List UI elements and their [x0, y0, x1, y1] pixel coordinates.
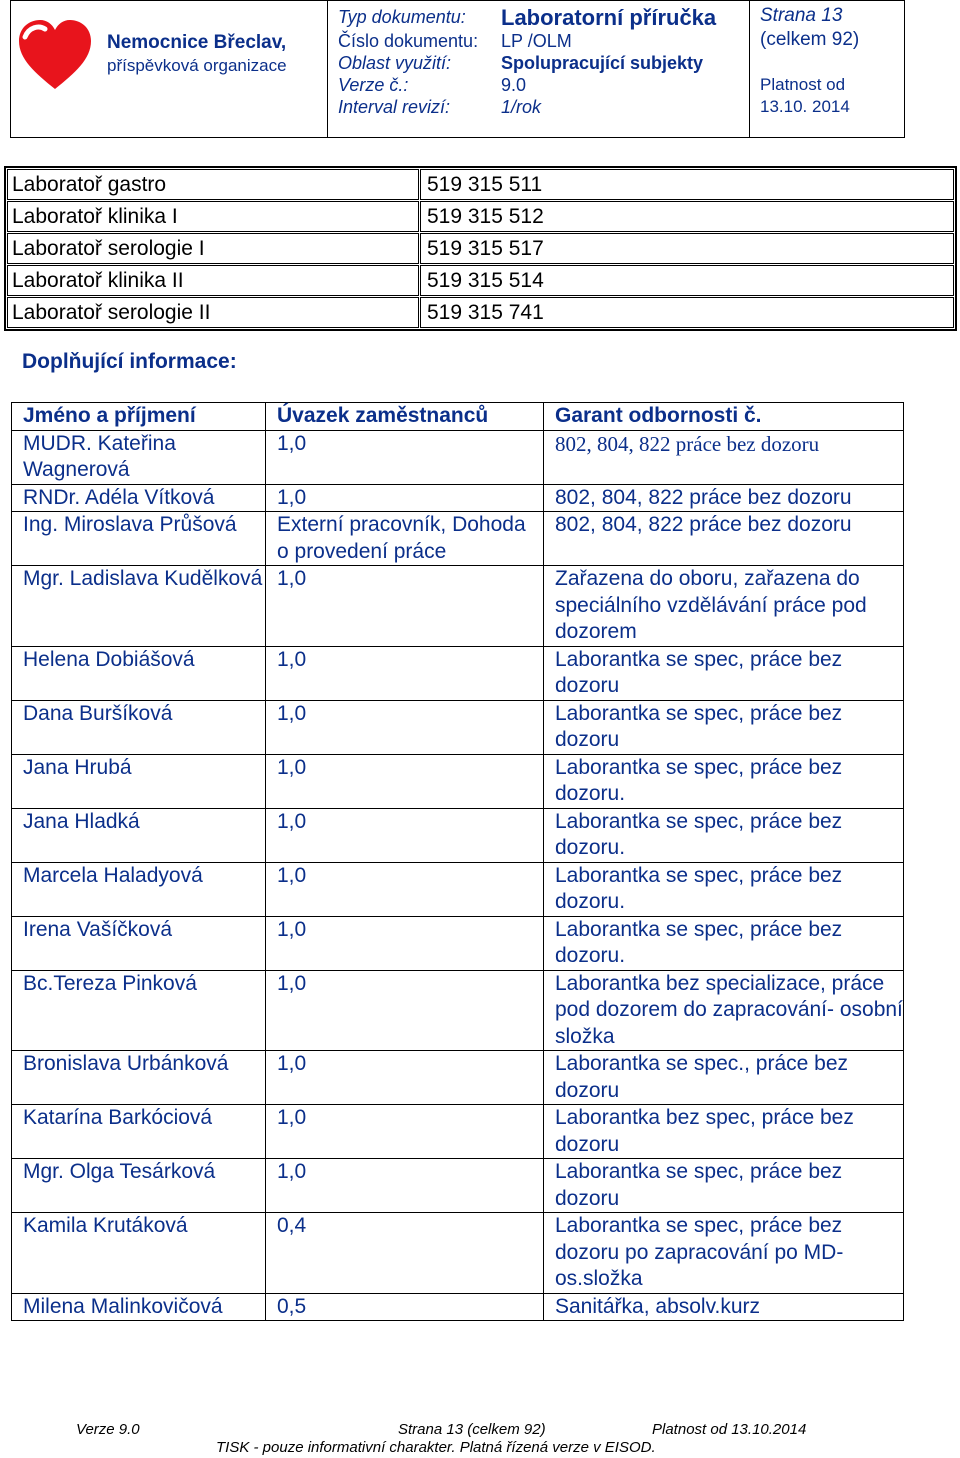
table-row [7, 169, 954, 200]
table-row [7, 233, 954, 264]
staff-load: 0,5 [266, 1293, 544, 1321]
staff-guarantee: Laborantka se spec., práce bez dozoru [544, 1051, 904, 1105]
hospital-heart-logo [15, 15, 95, 95]
staff-name: Katarína Barkóciová [12, 1105, 266, 1159]
lab-name: Laboratoř klinika I [7, 201, 419, 232]
document-header [10, 0, 905, 138]
page-info-cell [750, 1, 906, 137]
page-total: (celkem 92) [760, 29, 860, 50]
staff-load: 1,0 [266, 808, 544, 862]
table-header-row [12, 403, 904, 431]
page-number: Strana 13 [760, 5, 843, 26]
staff-guarantee: Laborantka se spec, práce bez dozoru. [544, 808, 904, 862]
table-row [12, 862, 904, 916]
staff-name: Jana Hrubá [12, 754, 266, 808]
doc-info-cell [328, 1, 750, 137]
staff-load: 1,0 [266, 754, 544, 808]
lab-name: Laboratoř serologie II [7, 297, 419, 328]
staff-guarantee: Laborantka se spec, práce bez dozoru [544, 646, 904, 700]
lab-phone: 519 315 517 [420, 233, 954, 264]
lab-phone: 519 315 511 [420, 169, 954, 200]
table-row [7, 201, 954, 232]
org-cell [11, 1, 328, 137]
table-row [12, 1105, 904, 1159]
staff-name: Mgr. Ladislava Kudělková [12, 566, 266, 647]
staff-load: 1,0 [266, 916, 544, 970]
staff-guarantee: Laborantka se spec, práce bez dozoru [544, 1159, 904, 1213]
table-row [7, 265, 954, 296]
version-value: 9.0 [501, 75, 527, 95]
review-interval-value: 1/rok [501, 97, 542, 117]
lab-name: Laboratoř klinika II [7, 265, 419, 296]
staff-name: Kamila Krutáková [12, 1213, 266, 1294]
lab-phones-table [4, 166, 957, 331]
staff-guarantee: Laborantka se spec, práce bez dozoru po zapracování po MD-os.složka [544, 1213, 904, 1294]
table-row [12, 646, 904, 700]
column-header-name: Jméno a příjmení [12, 403, 266, 431]
staff-guarantee: 802, 804, 822 práce bez dozoru [544, 484, 904, 512]
lab-name: Laboratoř serologie I [7, 233, 419, 264]
footer-version: Verze 9.0 [76, 1421, 140, 1438]
staff-load: 1,0 [266, 646, 544, 700]
staff-load: 1,0 [266, 970, 544, 1051]
column-header-guarantee: Garant odbornosti č. [544, 403, 904, 431]
table-row [12, 808, 904, 862]
staff-name: MUDR. Kateřina Wagnerová [12, 430, 266, 484]
table-row [12, 970, 904, 1051]
footer-valid: Platnost od 13.10.2014 [652, 1421, 807, 1438]
table-row [12, 754, 904, 808]
table-row [12, 512, 904, 566]
staff-name: Jana Hladká [12, 808, 266, 862]
table-row [12, 430, 904, 484]
staff-guarantee: 802, 804, 822 práce bez dozoru [544, 512, 904, 566]
doc-number-label: Číslo dokumentu: [338, 31, 479, 51]
staff-load: 1,0 [266, 1105, 544, 1159]
valid-from-label: Platnost od [760, 75, 846, 94]
staff-table [11, 402, 904, 1321]
doc-type-label: Typ dokumentu: [338, 7, 466, 27]
column-header-load: Úvazek zaměstnanců [266, 403, 544, 431]
staff-name: Bc.Tereza Pinková [12, 970, 266, 1051]
staff-load: 1,0 [266, 1159, 544, 1213]
org-name: Nemocnice Břeclav, [107, 32, 287, 53]
usage-area-value: Spolupracující subjekty [501, 53, 704, 73]
staff-guarantee: 802, 804, 822 práce bez dozoru [544, 430, 904, 484]
lab-name: Laboratoř gastro [7, 169, 419, 200]
staff-guarantee: Laborantka se spec, práce bez dozoru [544, 700, 904, 754]
table-row [12, 1213, 904, 1294]
lab-phone: 519 315 741 [420, 297, 954, 328]
staff-load: 1,0 [266, 566, 544, 647]
valid-from-date: 13.10. 2014 [760, 97, 850, 116]
staff-guarantee: Laborantka se spec, práce bez dozoru. [544, 916, 904, 970]
lab-phone: 519 315 512 [420, 201, 954, 232]
staff-load: 1,0 [266, 862, 544, 916]
table-row [7, 297, 954, 328]
table-row [12, 1293, 904, 1321]
table-row [12, 916, 904, 970]
table-row [12, 1051, 904, 1105]
staff-guarantee: Laborantka se spec, práce bez dozoru. [544, 862, 904, 916]
lab-phone: 519 315 514 [420, 265, 954, 296]
org-type: příspěvková organizace [107, 56, 287, 75]
staff-load: 1,0 [266, 700, 544, 754]
usage-area-label: Oblast využití: [338, 53, 452, 73]
version-label: Verze č.: [338, 75, 409, 95]
footer-page: Strana 13 (celkem 92) [398, 1421, 546, 1438]
staff-name: Ing. Miroslava Průšová [12, 512, 266, 566]
staff-name: Marcela Haladyová [12, 862, 266, 916]
doc-number-value: LP /OLM [501, 31, 572, 51]
staff-guarantee: Laborantka se spec, práce bez dozoru. [544, 754, 904, 808]
table-row [12, 566, 904, 647]
staff-name: Milena Malinkovičová [12, 1293, 266, 1321]
table-row [12, 700, 904, 754]
staff-load: 0,4 [266, 1213, 544, 1294]
staff-load: Externí pracovník, Dohoda o provedení práce [266, 512, 544, 566]
staff-guarantee: Sanitářka, absolv.kurz [544, 1293, 904, 1321]
staff-name: Irena Vašíčková [12, 916, 266, 970]
staff-name: Bronislava Urbánková [12, 1051, 266, 1105]
footer-print-note: TISK - pouze informativní charakter. Platná řízená verze v EISOD. [216, 1439, 656, 1456]
staff-name: Dana Buršíková [12, 700, 266, 754]
staff-name: RNDr. Adéla Vítková [12, 484, 266, 512]
staff-name: Mgr. Olga Tesárková [12, 1159, 266, 1213]
staff-name: Helena Dobiášová [12, 646, 266, 700]
table-row [12, 484, 904, 512]
staff-guarantee: Zařazena do oboru, zařazena do speciálního vzdělávání práce pod dozorem [544, 566, 904, 647]
review-interval-label: Interval revizí: [338, 97, 451, 117]
staff-load: 1,0 [266, 430, 544, 484]
staff-guarantee: Laborantka bez specializace, práce pod dozorem do zapracování- osobní složka [544, 970, 904, 1051]
staff-load: 1,0 [266, 484, 544, 512]
section-title: Doplňující informace: [22, 350, 237, 373]
table-row [12, 1159, 904, 1213]
staff-guarantee: Laborantka bez spec, práce bez dozoru [544, 1105, 904, 1159]
staff-load: 1,0 [266, 1051, 544, 1105]
doc-type-value: Laboratorní příručka [501, 5, 717, 30]
